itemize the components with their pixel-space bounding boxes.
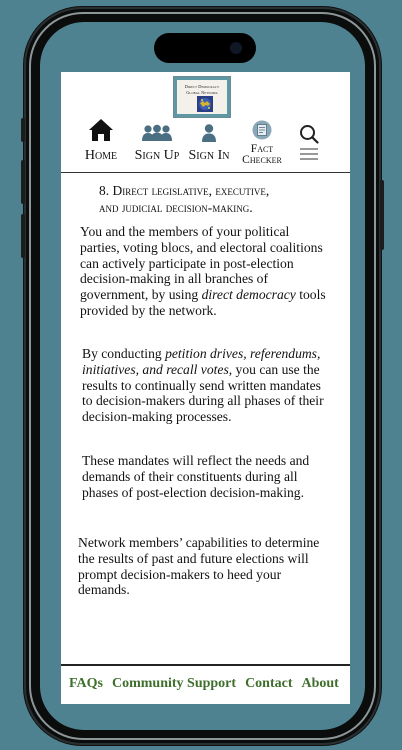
site-logo[interactable] — [173, 76, 231, 118]
paragraph-needs — [82, 453, 332, 500]
fact-checker-icon — [252, 120, 272, 140]
logo-card — [177, 80, 227, 114]
users-group-icon — [142, 124, 172, 142]
p2-end: , you can use the results to continually send written mandates to decision-makers during all phases of their decision-making processes. — [82, 361, 324, 425]
section-heading-line1: 8. Direct legislative, executive, — [99, 183, 270, 198]
user-icon — [202, 124, 216, 142]
globe-icon — [197, 96, 213, 112]
footer-link-contact[interactable]: Contact — [245, 676, 293, 691]
side-button-volume-down — [21, 214, 25, 258]
nav-sign-in[interactable] — [188, 124, 230, 164]
footer-links — [69, 674, 349, 692]
section-heading-line2: and judicial decision-making. — [99, 200, 253, 215]
nav-fact-checker[interactable] — [238, 120, 286, 166]
paragraph-elections — [78, 535, 330, 598]
p4-text: Network members’ capabilities to determine the results of past and future elections will prompt decision-makers to heed your demands. — [78, 535, 320, 598]
camera-icon — [230, 42, 242, 54]
p2-start: By conducting — [82, 346, 166, 361]
p2-emphasis: petition drives, referendums, initiatives, and recall votes — [82, 346, 321, 377]
footer-link-community-support[interactable]: Community Support — [111, 676, 237, 691]
home-icon — [88, 118, 114, 142]
footer-link-about[interactable]: About — [301, 676, 339, 691]
web-page — [61, 72, 350, 704]
nav-home-label: Home — [84, 148, 118, 163]
nav-sign-up[interactable] — [133, 124, 181, 164]
side-button-volume-up — [21, 160, 25, 204]
side-button-action — [21, 118, 25, 142]
search-icon[interactable] — [299, 124, 319, 144]
footer-link-faqs[interactable]: FAQs — [69, 676, 103, 691]
nav-fact-checker-label-line2: Checker — [242, 154, 282, 166]
dynamic-island — [154, 33, 256, 63]
main-nav — [61, 118, 350, 170]
paragraph-participation — [80, 224, 332, 319]
p1-emphasis: direct democracy — [201, 287, 296, 303]
nav-sign-in-label: Sign In — [188, 148, 230, 163]
logo-title-line2: Global Network — [186, 90, 218, 95]
section-heading — [99, 182, 339, 216]
side-button-power — [380, 180, 384, 250]
p1-end: tools provided by the network. — [80, 287, 326, 318]
nav-home[interactable] — [83, 118, 119, 164]
nav-search-menu — [297, 124, 321, 161]
logo-title-line1: Direct Democracy — [184, 84, 220, 89]
paragraph-mandates — [82, 346, 332, 425]
footer-divider — [61, 664, 350, 666]
p3-text: These mandates will reflect the needs and demands of their constituents during all phases of post-election decision-making. — [82, 453, 310, 500]
nav-divider — [61, 172, 350, 173]
nav-sign-up-label: Sign Up — [134, 148, 180, 163]
p1-start: You and the members of your political parties, voting blocs, and electoral coalitions can actively participate in post-election decision-making in all branches of government, by using — [80, 224, 323, 303]
nav-fact-checker-label-line1: Fact — [250, 143, 274, 155]
hamburger-menu-icon[interactable] — [299, 147, 319, 161]
